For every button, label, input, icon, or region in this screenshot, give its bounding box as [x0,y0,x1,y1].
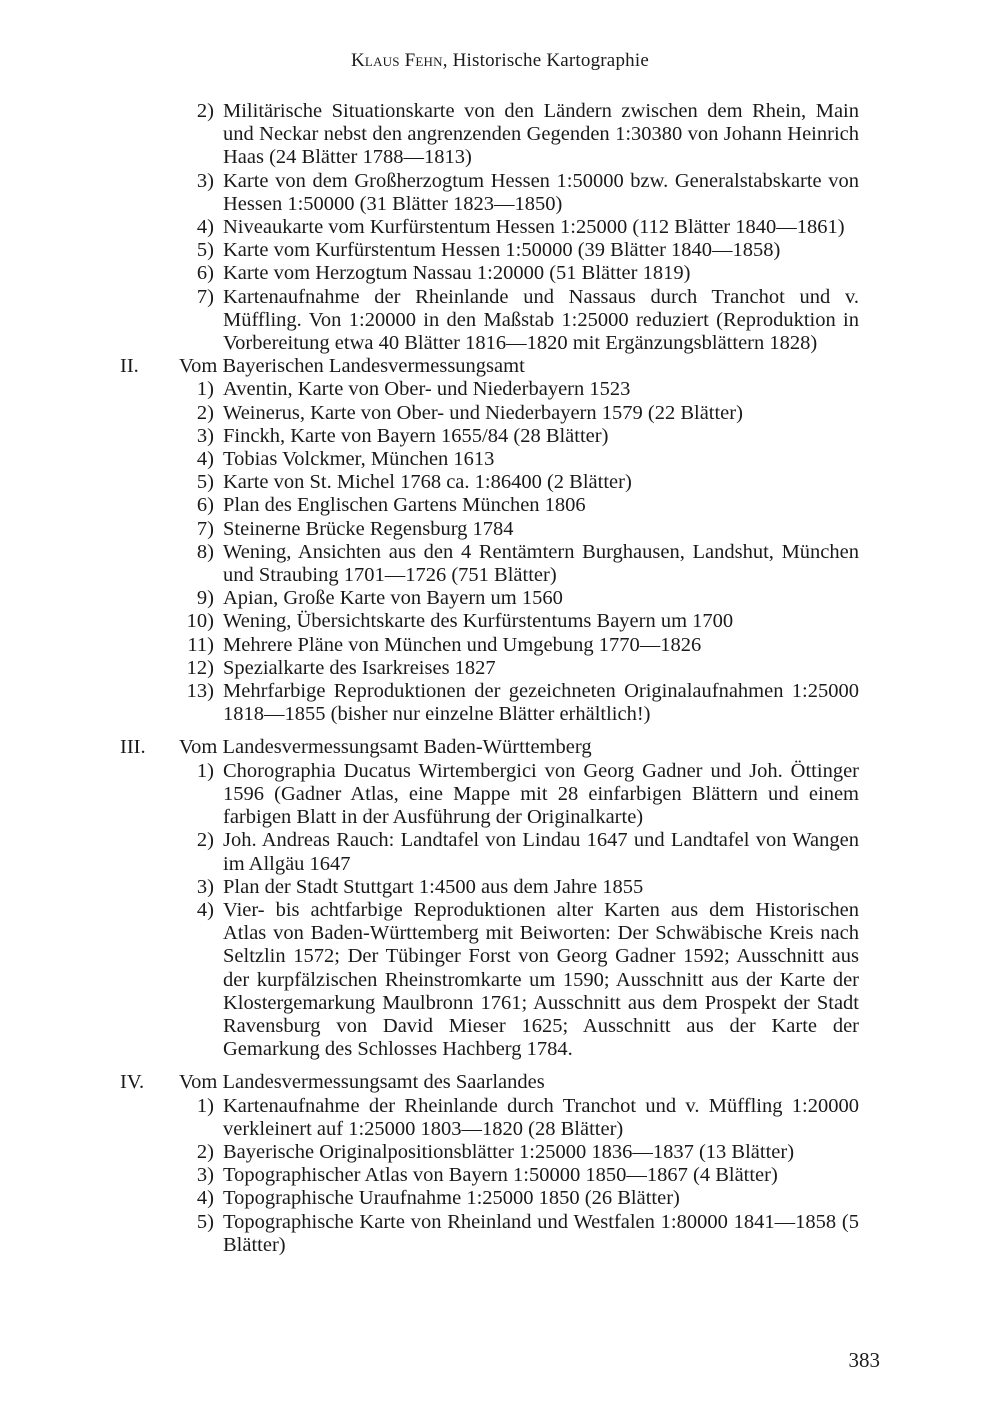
item-text: Wening, Übersichtskarte des Kurfürstentums Bayern um 1700 [223,610,734,633]
list-item [180,425,1000,448]
item-number: 4) [196,448,214,471]
item-number: 5) [196,239,214,262]
item-number: 3) [196,169,214,192]
section [0,355,1000,726]
section-heading [0,736,1000,759]
item-number: 9) [196,587,214,610]
section-label: II. [120,355,139,378]
item-number: 1) [196,1094,214,1117]
list-item [180,518,1000,541]
item-text: Karte von dem Großherzogtum Hessen 1:50000 bzw. Generalstabskarte von Hessen 1:50000 (31 Blätter 1823—1850) [223,169,859,215]
item-number: 2) [196,1140,214,1163]
list-item [180,1141,1000,1164]
item-text: Plan der Stadt Stuttgart 1:4500 aus dem Jahre 1855 [223,875,644,898]
item-number: 2) [196,100,214,122]
item-text: Karte vom Herzogtum Nassau 1:20000 (51 Blätter 1819) [223,262,691,285]
list-item [180,448,1000,471]
item-number: 11) [187,633,214,656]
item-number: 2) [196,401,214,424]
section-title: Vom Landesvermessungsamt des Saarlandes [179,1071,545,1094]
page-content [0,100,1000,1257]
item-text: Vier- bis achtfarbige Reproduktionen alter Karten aus dem Historischen Atlas von Baden-Württemberg mit Beiworten: Der Schwäbische Kreis nach Seltzlin 1572; Der Tübinger Forst von Georg Gadner 1592; Ausschnitt aus der kurpfälzischen Rheinstromkarte um 1590; Ausschnitt aus der Karte der Klostergemarkung Maulbronn 1761; Ausschnitt aus dem Prospekt der Stadt Ravensburg von David Mieser 1625; Ausschnitt aus der Karte der Gemarkung des Schlosses Hachberg 1784. [223,898,859,1061]
item-text: Topographische Uraufnahme 1:25000 1850 (26 Blätter) [223,1187,680,1210]
section-title: Vom Landesvermessungsamt Baden-Württemberg [179,736,592,759]
item-text: Chorographia Ducatus Wirtembergici von Georg Gadner und Joh. Öttinger 1596 (Gadner Atlas, eine Mappe mit 28 einfarbigen Blättern und einem farbigen Blatt in der Ausführung der Originalkarte) [223,759,859,829]
item-number: 1) [196,378,214,401]
list-item [180,634,1000,657]
item-number: 8) [196,540,214,563]
item-text: Spezialkarte des Isarkreises 1827 [223,656,496,679]
item-number: 7) [196,517,214,540]
item-text: Karte von St. Michel 1768 ca. 1:86400 (2 Blätter) [223,471,632,494]
list-item [180,286,1000,356]
section-heading [0,1071,1000,1094]
item-text: Wening, Ansichten aus den 4 Rentämtern Burghausen, Landshut, München und Straubing 1701—1726 (751 Blätter) [223,540,859,587]
item-text: Bayerische Originalpositionsblätter 1:25000 1836—1837 (13 Blätter) [223,1140,795,1163]
item-text: Joh. Andreas Rauch: Landtafel von Lindau 1647 und Landtafel von Wangen im Allgäu 1647 [223,829,859,875]
item-text: Weinerus, Karte von Ober- und Niederbayern 1579 (22 Blätter) [223,401,743,424]
section-title: Vom Bayerischen Landesvermessungsamt [179,355,525,378]
sections-list [0,355,1000,1257]
list-item [180,829,1000,875]
item-number: 5) [196,1210,214,1233]
item-number: 7) [196,285,214,308]
list-item [180,494,1000,517]
item-text: Steinerne Brücke Regensburg 1784 [223,517,514,540]
list-item [180,216,1000,239]
section-gap [0,1061,1000,1071]
header-author-last: Fehn [404,50,443,71]
list-item [180,899,1000,1061]
list-item [180,1187,1000,1210]
list-item [180,657,1000,680]
item-number: 3) [196,1164,214,1187]
page-number: 383 [848,1348,880,1372]
section-label: III. [120,736,146,759]
item-text: Topographische Karte von Rheinland und Westfalen 1:80000 1841—1858 (5 Blätter) [223,1210,859,1256]
item-number: 12) [186,656,214,679]
list-item [180,1095,1000,1141]
item-text: Apian, Große Karte von Bayern um 1560 [223,587,563,610]
list-item [180,1164,1000,1187]
item-text: Mehrere Pläne von München und Umgebung 1770—1826 [223,633,702,656]
section-label: IV. [120,1071,145,1094]
list-item [180,680,1000,726]
list-item [180,541,1000,587]
list-item [180,587,1000,610]
section-gap [0,726,1000,736]
item-number: 6) [196,494,214,517]
item-text: Tobias Volckmer, München 1613 [223,448,495,471]
item-text: Kartenaufnahme der Rheinlande durch Tranchot und v. Müffling 1:20000 verkleinert auf 1:25000 1803—1820 (28 Blätter) [223,1094,859,1140]
item-number: 4) [196,898,214,921]
item-text: Topographischer Atlas von Bayern 1:50000 1850—1867 (4 Blätter) [223,1164,778,1187]
header-title: , Historische Kartographie [442,50,649,71]
item-number: 6) [196,262,214,285]
item-text: Mehrfarbige Reproduktionen der gezeichneten Originalaufnahmen 1:25000 1818—1855 (bisher nur einzelne Blätter erhältlich!) [223,680,859,726]
list-item [180,1211,1000,1257]
list-item [180,876,1000,899]
item-number: 4) [196,1187,214,1210]
item-text: Karte vom Kurfürstentum Hessen 1:50000 (39 Blätter 1840—1858) [223,239,781,262]
item-number: 13) [186,680,214,703]
list-item [180,239,1000,262]
item-number: 1) [196,759,214,782]
section [0,736,1000,1061]
section-heading [0,355,1000,378]
item-number: 10) [186,610,214,633]
item-text: Militärische Situationskarte von den Ländern zwischen dem Rhein, Main und Neckar nebst den angrenzenden Gegenden 1:30380 von Johann Heinrich Haas (24 Blätter 1788—1813) [223,100,859,169]
list-item [180,100,1000,170]
list-item [180,170,1000,216]
running-header [0,50,1000,72]
item-text: Kartenaufnahme der Rheinlande und Nassaus durch Tranchot und v. Müffling. Von 1:20000 in den Maßstab 1:25000 reduziert (Reproduktion in Vorbereitung etwa 40 Blätter 1816—1820 mit Ergänzungsblättern 1828) [223,285,859,355]
item-number: 4) [196,216,214,239]
item-text: Aventin, Karte von Ober- und Niederbayern 1523 [223,378,631,401]
item-text: Niveaukarte vom Kurfürstentum Hessen 1:25000 (112 Blätter 1840—1861) [223,216,845,239]
list-item [180,378,1000,401]
item-number: 3) [196,424,214,447]
item-number: 2) [196,829,214,852]
list-item [180,402,1000,425]
continued-list [0,100,1000,355]
item-text: Finckh, Karte von Bayern 1655/84 (28 Blätter) [223,424,609,447]
item-number: 5) [196,471,214,494]
section [0,1071,1000,1257]
list-item [180,610,1000,633]
list-item [180,760,1000,830]
list-item [180,262,1000,285]
item-text: Plan des Englischen Gartens München 1806 [223,494,586,517]
list-item [180,471,1000,494]
item-number: 3) [196,875,214,898]
header-author-first: Klaus [351,50,400,71]
